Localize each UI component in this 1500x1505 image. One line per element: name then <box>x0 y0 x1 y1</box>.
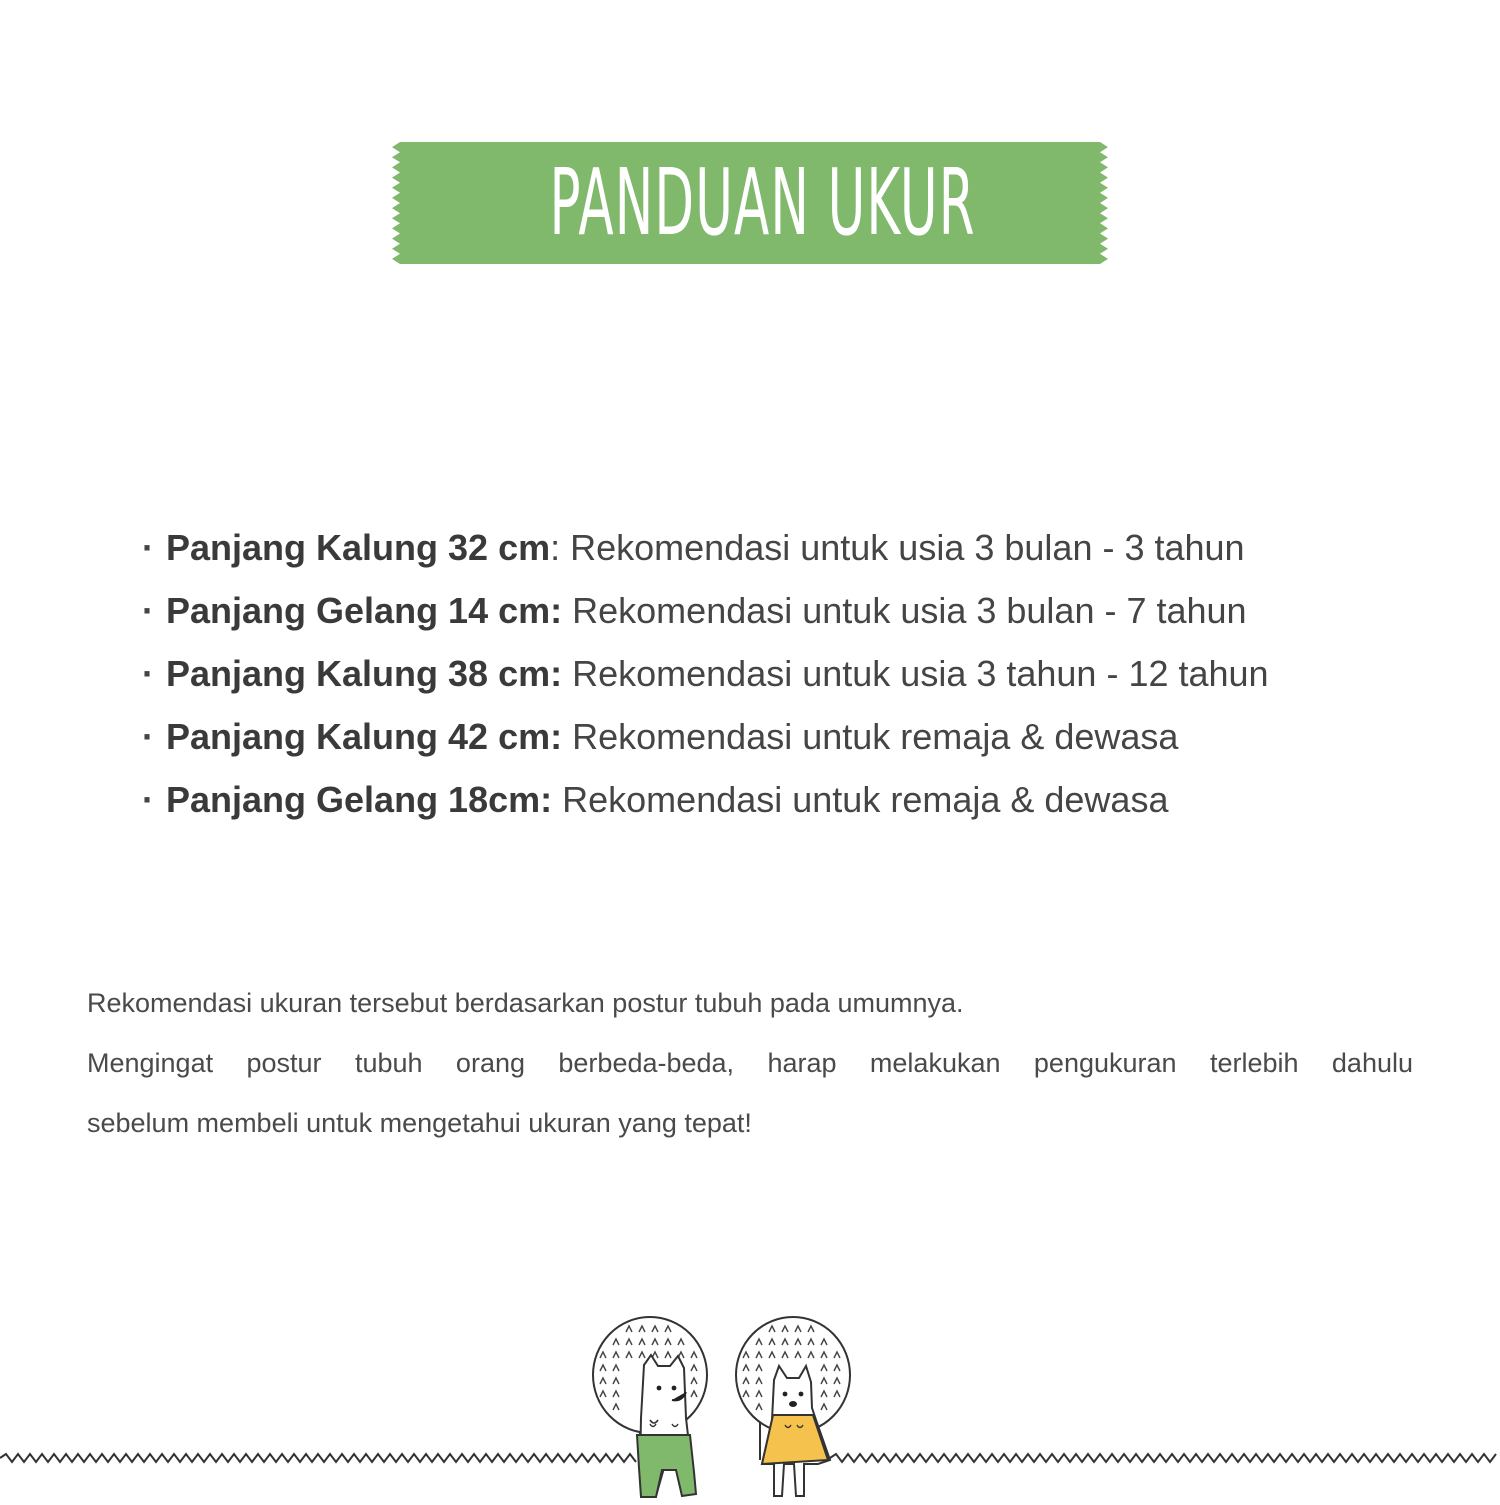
size-description: Rekomendasi untuk usia 3 bulan - 3 tahun <box>570 527 1245 568</box>
size-label: Panjang Kalung 38 cm: <box>166 653 563 694</box>
ground-line-left <box>0 1454 636 1462</box>
list-item <box>142 520 1442 583</box>
ground-line-right <box>830 1454 1496 1462</box>
size-separator <box>562 716 572 757</box>
size-description: Rekomendasi untuk usia 3 tahun - 12 tahun <box>572 653 1269 694</box>
size-label: Panjang Gelang 14 cm: <box>166 590 563 631</box>
note-line: sebelum membeli untuk mengetahui ukuran yang tepat! <box>87 1108 752 1138</box>
footer-illustration <box>0 1300 1500 1500</box>
list-item <box>142 583 1442 646</box>
size-separator <box>562 653 572 694</box>
list-item <box>142 646 1442 709</box>
bullet-icon: · <box>142 716 154 757</box>
bullet-icon: · <box>142 653 154 694</box>
size-description: Rekomendasi untuk usia 3 bulan - 7 tahun <box>572 590 1247 631</box>
size-separator <box>562 590 572 631</box>
size-separator <box>552 779 562 820</box>
list-item <box>142 709 1442 772</box>
size-description: Rekomendasi untuk remaja & dewasa <box>562 779 1169 820</box>
note-line: Rekomendasi ukuran tersebut berdasarkan postur tubuh pada umumnya. <box>87 988 964 1018</box>
page-title: PANDUAN UKUR <box>549 149 976 256</box>
title-banner <box>392 142 1108 264</box>
measurement-note <box>87 973 1413 1153</box>
bullet-icon: · <box>142 590 154 631</box>
bullet-icon: · <box>142 779 154 820</box>
size-label: Panjang Kalung 42 cm: <box>166 716 563 757</box>
list-item <box>142 772 1442 835</box>
size-label: Panjang Kalung 32 cm <box>166 527 551 568</box>
characters-illustration <box>0 1300 1500 1500</box>
note-line: Mengingat postur tubuh orang berbeda-beda, harap melakukan pengukuran terlebih dahulu <box>87 1048 1413 1078</box>
size-separator: : <box>550 527 571 568</box>
bullet-icon: · <box>142 527 154 568</box>
size-label: Panjang Gelang 18cm: <box>166 779 553 820</box>
size-description: Rekomendasi untuk remaja & dewasa <box>572 716 1179 757</box>
size-guide-list <box>142 520 1442 835</box>
